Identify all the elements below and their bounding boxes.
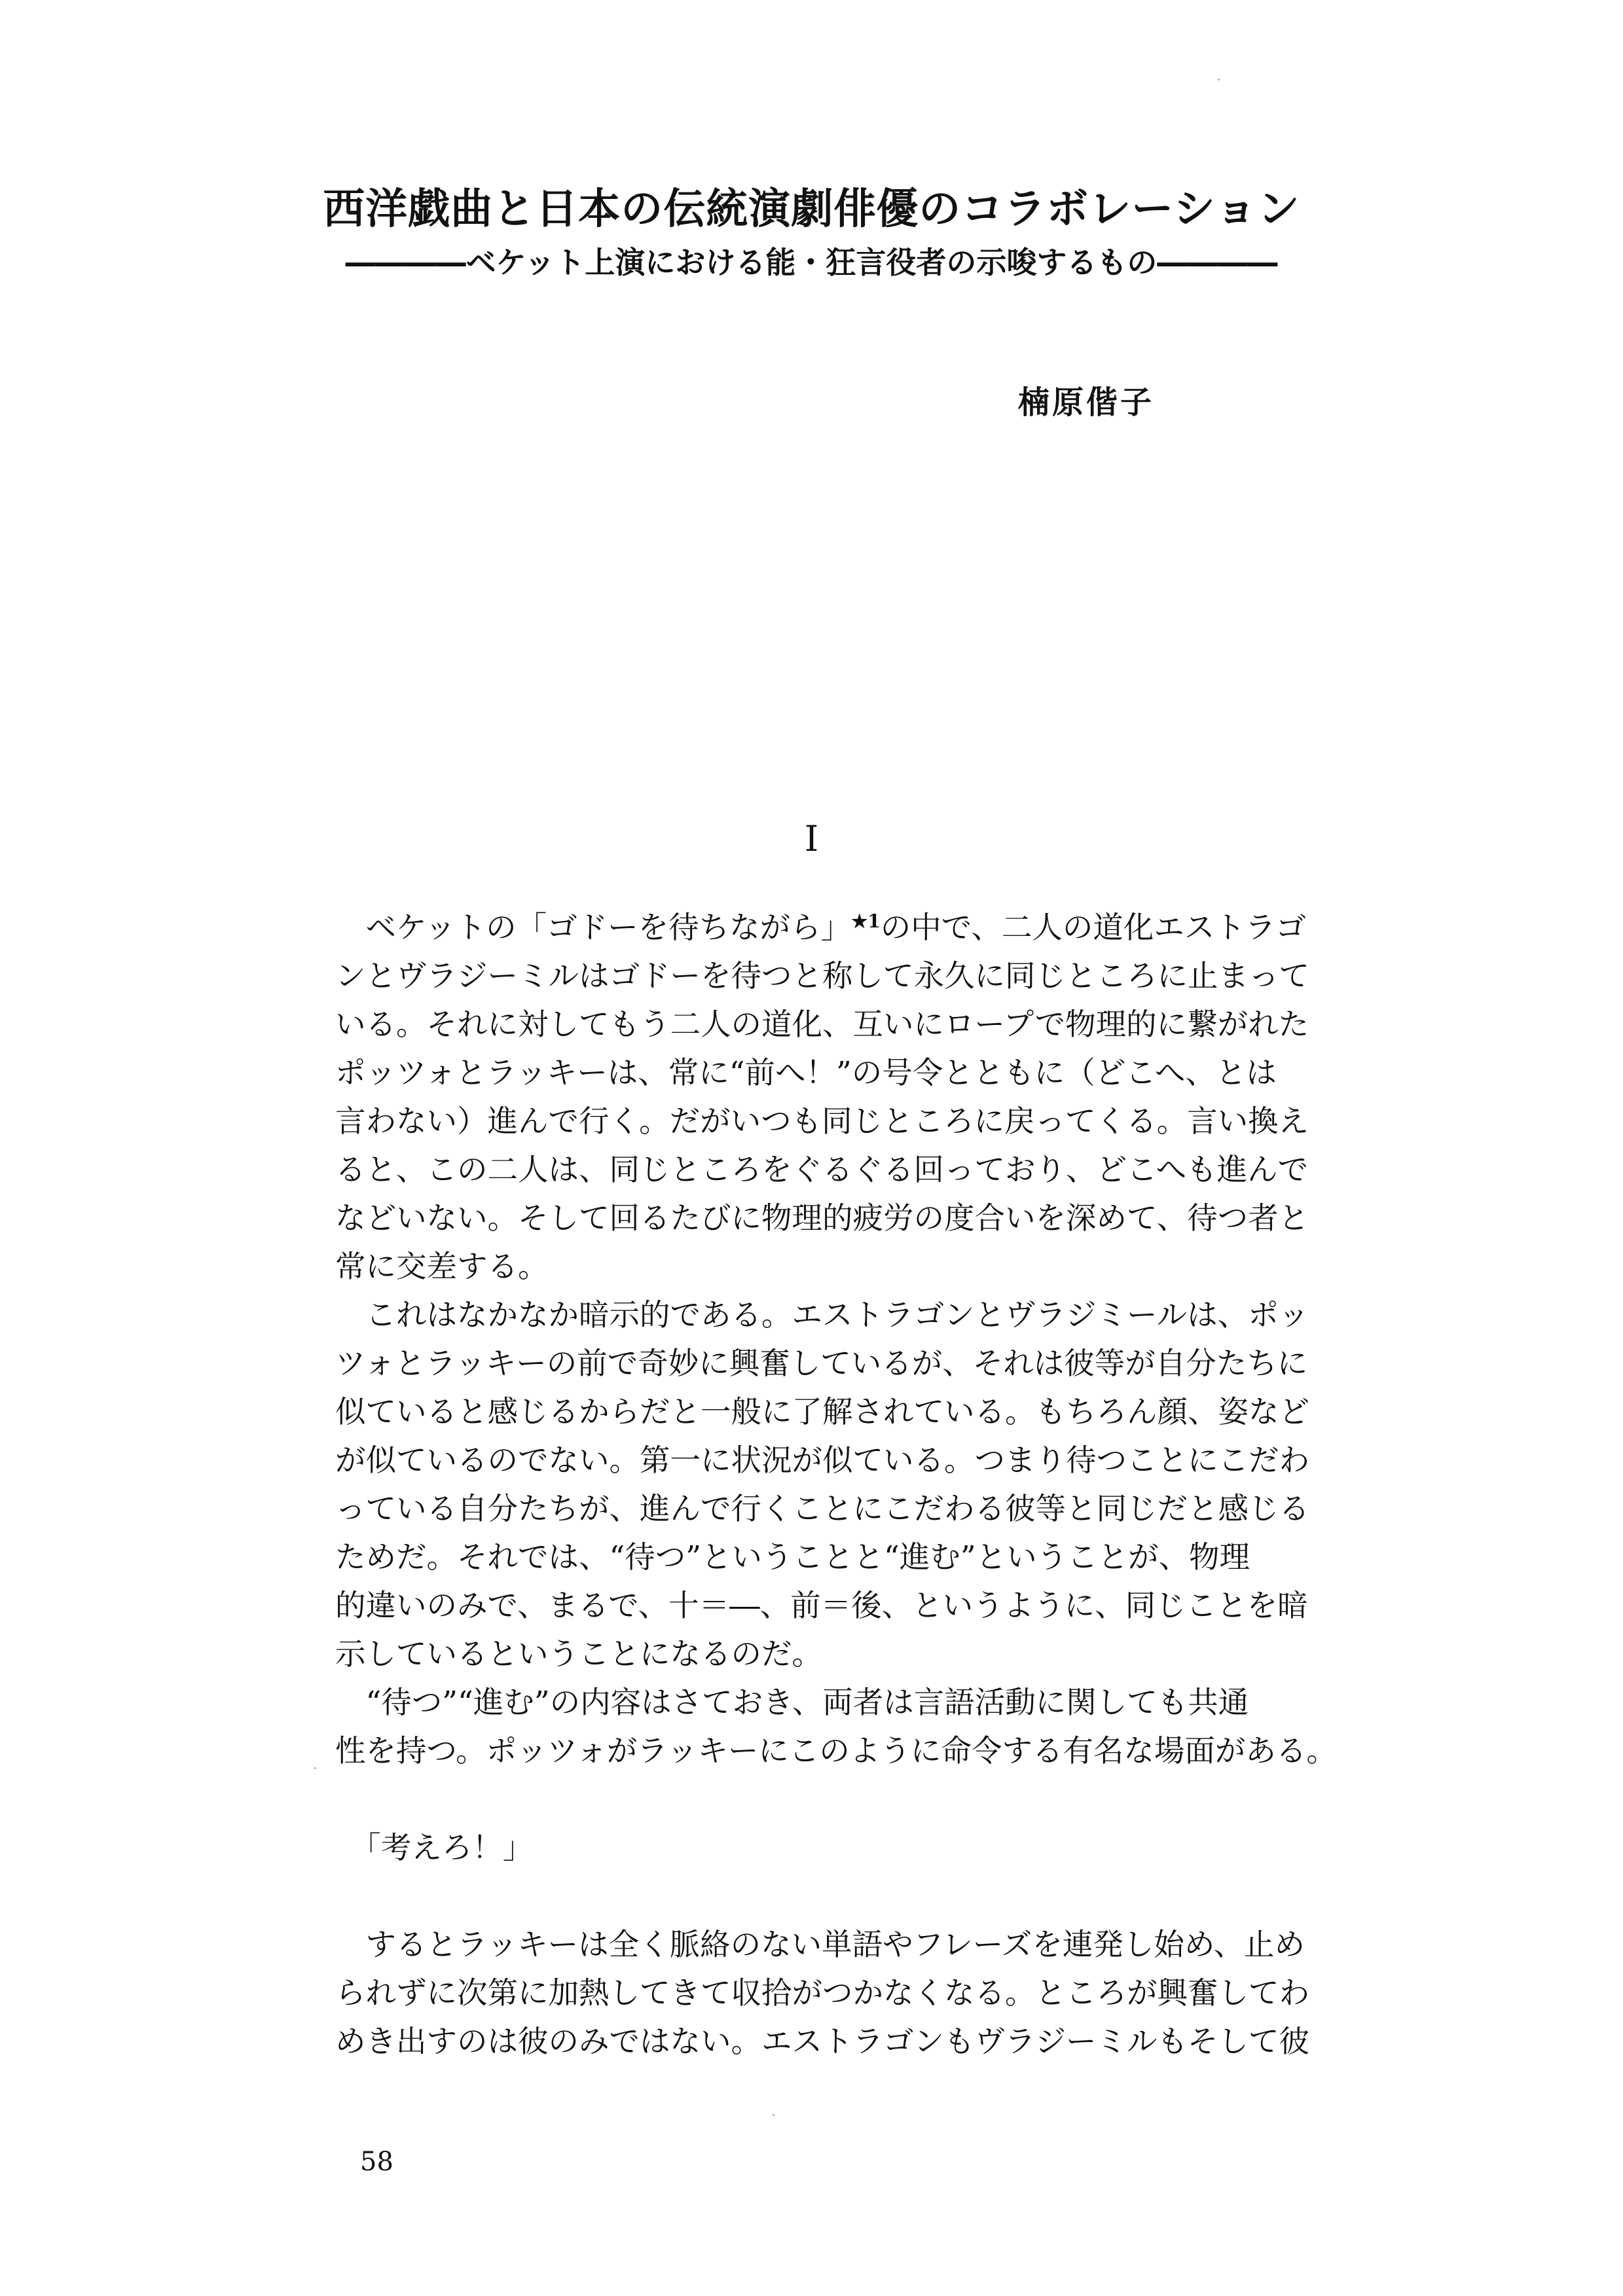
paragraph-text: ベケットの「ゴドーを待ちながら」 <box>335 910 852 945</box>
paragraph-line: 言わない）進んで行く。だがいつも同じところに戻ってくる。言い換え <box>335 1103 1309 1139</box>
paragraph-line <box>335 903 1306 952</box>
paragraph-line: ンとヴラジーミルはゴドーを待つと称して永久に同じところに止まって <box>335 958 1309 994</box>
paragraph-line: 似ていると感じるからだと一般に了解されている。もちろん顔、姿など <box>335 1394 1309 1429</box>
paragraph-line: ポッツォとラッキーは、常に“前へ！”の号令とともに（どこへ、とは <box>335 1055 1277 1090</box>
paragraph-line: ると、この二人は、同じところをぐるぐる回っており、どこへも進んで <box>335 1152 1309 1187</box>
paragraph-line: などいない。そして回るたびに物理的疲労の度合いを深めて、待つ者と <box>335 1200 1309 1236</box>
paragraph-line: 的違いのみで、まるで、十＝―、前＝後、というように、同じことを暗 <box>335 1588 1308 1623</box>
quote-line: 「考えろ！」 <box>335 1830 534 1865</box>
section-heading: I <box>804 818 819 859</box>
paragraph-line: するとラッキーは全く脈絡のない単語やフレーズを連発し始め、止め <box>335 1927 1305 1962</box>
page-title: 西洋戯曲と日本の伝統演劇俳優のコラボレーション <box>323 185 1300 234</box>
spacer <box>335 1872 1252 1920</box>
paragraph-line: ツォとラッキーの前で奇妙に興奮しているが、それは彼等が自分たちに <box>335 1346 1308 1381</box>
spacer <box>335 1775 1252 1823</box>
paragraph-line: られずに次第に加熱してきて収拾がつかなくなる。ところが興奮してわ <box>335 1975 1309 2011</box>
page-number: 58 <box>360 2147 393 2177</box>
body-text <box>335 903 1337 2066</box>
paragraph-line: めき出すのは彼のみではない。エストラゴンもヴラジーミルもそして彼 <box>335 2024 1309 2059</box>
scan-speck <box>773 2114 775 2116</box>
page-subtitle: ――――ベケット上演における能・狂言役者の示唆するもの―――― <box>345 245 1278 280</box>
paragraph-line: 性を持つ。ポッツォがラッキーにこのように命令する有名な場面がある。 <box>335 1733 1337 1768</box>
footnote-marker[interactable]: ★1 <box>851 910 881 932</box>
paragraph-text: の中で、二人の道化エストラゴ <box>880 910 1306 945</box>
paragraph-line: が似ているのでない。第一に状況が似ている。つまり待つことにこだわ <box>335 1443 1309 1478</box>
paragraph-line: “待つ”“進む”の内容はさておき、両者は言語活動に関しても共通 <box>335 1685 1249 1720</box>
scan-speck <box>1218 79 1220 81</box>
paragraph-line: これはなかなか暗示的である。エストラゴンとヴラジミールは、ポッ <box>335 1297 1309 1333</box>
paragraph-line: いる。それに対してもう二人の道化、互いにロープで物理的に繋がれた <box>335 1007 1309 1042</box>
paragraph-line: 示しているということになるのだ。 <box>335 1636 822 1672</box>
scan-speck <box>314 1767 316 1769</box>
author-name: 楠原偕子 <box>1018 384 1155 421</box>
paragraph-line: っている自分たちが、進んで行くことにこだわる彼等と同じだと感じる <box>335 1491 1309 1526</box>
paragraph-line: 常に交差する。 <box>335 1249 549 1284</box>
paragraph-line: ためだ。それでは、“待つ”ということと“進む”ということが、物理 <box>335 1539 1250 1575</box>
